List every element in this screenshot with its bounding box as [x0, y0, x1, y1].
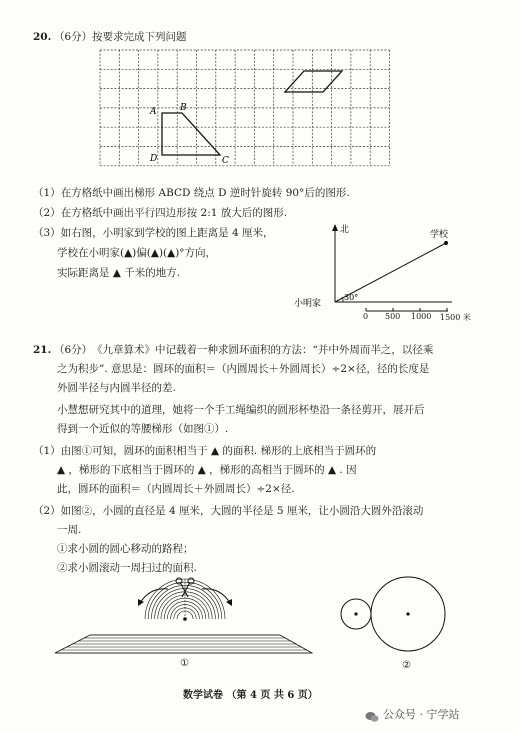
grid-paper [0, 0, 519, 200]
direction-map [290, 220, 515, 320]
q21-part2-line-3: ②求小圆滚动一周扫过的面积. [57, 562, 197, 574]
q21-part1-line-0: （1）由图①可知，圆环的面积相当于 ▲ 的面积. 梯形的上底相当于圆环的 [33, 445, 377, 457]
label-d: D [150, 154, 158, 164]
q21-points: （6分） [54, 344, 93, 356]
q21-line-3: 小慧想研究其中的道理，她将一个手工绳编织的圆形杯垫沿一条径剪开，展开后 [57, 404, 425, 416]
q20-points: （6分） [54, 31, 93, 43]
q21-part2-line-1: 一周. [57, 524, 82, 536]
label-a: A [150, 107, 157, 117]
q20-part1: （1）在方格纸中画出梯形 ABCD 绕点 D 逆时针旋转 90°后的图形. [33, 187, 350, 199]
q20-part3-line2: 学校在小明家(▲)偏(▲)(▲)°方向， [57, 247, 217, 259]
figure-2 [330, 572, 490, 662]
q21-part2-line-2: ①求小圆的圆心移动的路程； [57, 543, 194, 555]
page-footer: 数学试卷 （第 4 页 共 6 页） [183, 690, 318, 701]
q21-line-4: 得到一个近似的等腰梯形（如图①）. [57, 423, 229, 435]
q21-part2-line-0: （2）如图②，小圆的直径是 4 厘米，大圆的半径是 5 厘米，让小圆沿大圆外沿滚动 [33, 505, 424, 517]
label-c: C [222, 156, 229, 166]
wechat-icon [365, 708, 379, 720]
scale-tick-1500: 1500 米 [440, 313, 471, 322]
home-label: 小明家 [294, 299, 322, 309]
trapezoid-abcd [162, 113, 220, 155]
scale-tick-1000: 1000 [411, 312, 432, 321]
q20-part3-line1: （3）如右图，小明家到学校的图上距离是 4 厘米， [33, 227, 274, 239]
school-label: 学校 [430, 230, 449, 240]
north-label: 北 [340, 225, 350, 235]
label-b: B [180, 103, 187, 113]
q21-line-1: 之为积步”. 意思是：圆环的面积＝（内圆周长＋外圆周长）÷2×径，径的长度是 [57, 363, 430, 375]
figure-2-label: ② [402, 660, 411, 671]
q21-line-2: 外圆半径与内圆半径的差. [57, 382, 176, 394]
angle-label: 30° [344, 293, 359, 302]
q20-prompt: 按要求完成下列问题 [92, 31, 187, 43]
watermark-text: 公众号 · 宁学站 [383, 708, 460, 721]
scale-tick-500: 500 [385, 312, 401, 321]
q21-number: 21. [33, 344, 52, 356]
q20-number: 20. [33, 31, 52, 43]
scale-tick-0: 0 [363, 312, 369, 321]
q20-part3-line3: 实际距离是 ▲ 千米的地方. [57, 267, 181, 279]
q21-part1-line-1: ▲ ，梯形的下底相当于圆环的 ▲ ，梯形的高相当于圆环的 ▲ . 因 [57, 464, 357, 476]
watermark [365, 706, 460, 722]
q20-part2: （2）在方格纸中画出平行四边形按 2:1 放大后的图形. [33, 207, 288, 219]
q21-line-0: 《九章算术》中记载着一种求圆环面积的方法：“并中外周而半之，以径乘 [92, 344, 434, 356]
q21-part1-line-2: 此，圆环的面积＝（内圆周长＋外圆周长）÷2×径. [57, 483, 295, 495]
figure-1-label: ① [180, 658, 189, 669]
